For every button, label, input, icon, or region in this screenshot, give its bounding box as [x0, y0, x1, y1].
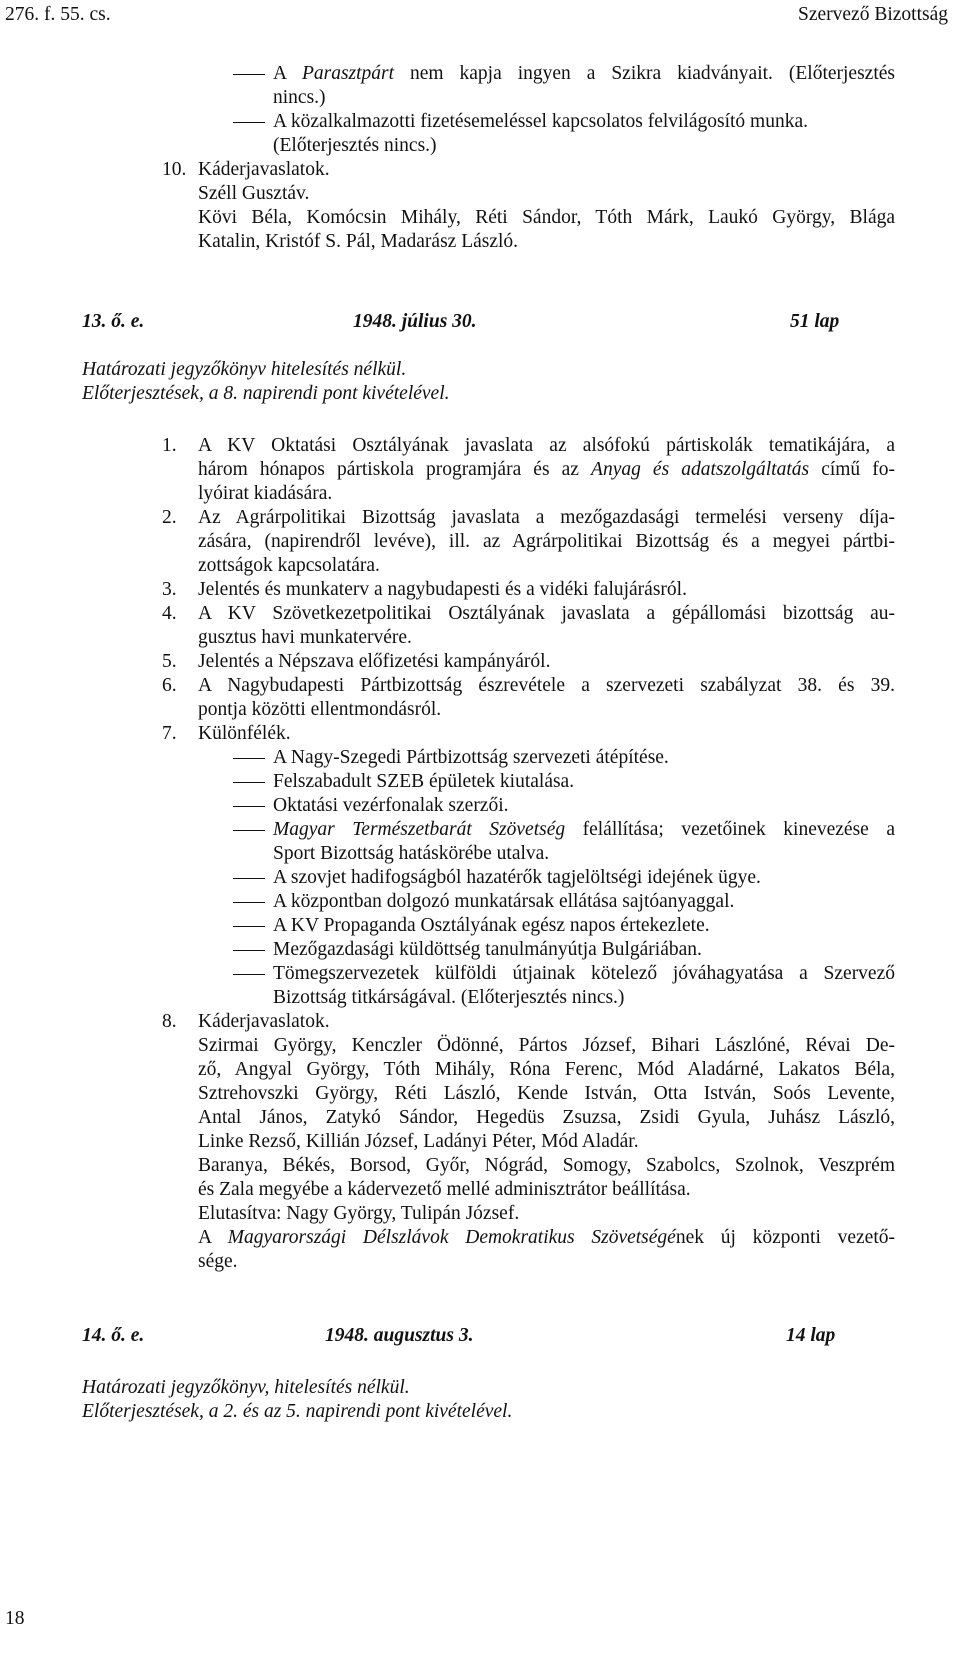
- list-item-cont: nincs.): [273, 87, 326, 108]
- running-header-right: Szervező Bizottság: [798, 4, 948, 25]
- italic-term: Anyag és adatszolgáltatás: [591, 459, 810, 480]
- item-text: Különfélék.: [198, 723, 291, 744]
- sub-item-cont: Bizottság titkárságával. (Előterjesztés nincs.): [273, 987, 625, 1008]
- dash-bullet: [233, 758, 265, 759]
- item-text: Az Agrárpolitikai Bizottság javaslata a mezőgazdasági termelési verseny díja-: [198, 507, 895, 528]
- item-text: A KV Szövetkezetpolitikai Osztályának javaslata a gépállomási bizottság au-: [198, 603, 895, 624]
- sub-item: A szovjet hadifogságból hazatérők tagjelöltségi idejének ügye.: [273, 867, 761, 888]
- session-note: Határozati jegyzőkönyv, hitelesítés nélkül.: [82, 1377, 410, 1398]
- session-pages: 51 lap: [790, 311, 840, 332]
- item-number: 2.: [162, 507, 177, 528]
- item-text: Széll Gusztáv.: [198, 183, 310, 204]
- dash-bullet: [233, 782, 265, 783]
- item-text: Szirmai György, Kenczler Ödönné, Pártos József, Bihari Lászlóné, Révai De-: [198, 1035, 895, 1056]
- sub-item: Oktatási vezérfonalak szerzői.: [273, 795, 509, 816]
- item-text: Antal János, Zatykó Sándor, Hegedüs Zsuzsa, Zsidi Gyula, Juhász László,: [198, 1107, 895, 1128]
- dash-bullet: [233, 830, 265, 831]
- dash-bullet: [233, 950, 265, 951]
- dash-bullet: [233, 926, 265, 927]
- italic-term: Parasztpárt: [301, 63, 395, 84]
- session-pages: 14 lap: [786, 1325, 836, 1346]
- item-text: és Zala megyébe a kádervezető mellé adminisztrátor beállítása.: [198, 1179, 691, 1200]
- item-text: zására, (napirendről levéve), ill. az Agrárpolitikai Bizottság és a megyei pártbi-: [198, 531, 895, 552]
- item-number: 5.: [162, 651, 177, 672]
- dash-bullet: [233, 902, 265, 903]
- item-title: Káderjavaslatok.: [198, 1011, 330, 1032]
- sub-item: Felszabadult SZEB épületek kiutalása.: [273, 771, 575, 792]
- item-number: 8.: [162, 1011, 177, 1032]
- session-date: 1948. július 30.: [353, 311, 477, 332]
- item-number: 4.: [162, 603, 177, 624]
- sub-item: A központban dolgozó munkatársak ellátása sajtóanyaggal.: [273, 891, 735, 912]
- item-text: A Nagybudapesti Pártbizottság észrevétele a szervezeti szabályzat 38. és 39.: [198, 675, 895, 696]
- sub-item: Magyar Természetbarát Szövetség felállítása; vezetőinek kinevezése a: [273, 819, 895, 840]
- session-id: 14. ő. e.: [82, 1325, 145, 1346]
- session-note: Határozati jegyzőkönyv hitelesítés nélkül.: [82, 359, 407, 380]
- session-note: Előterjesztések, a 8. napirendi pont kivételével.: [82, 383, 450, 404]
- page-number: 18: [5, 1608, 25, 1629]
- item-text: Jelentés és munkaterv a nagybudapesti és a vidéki falujárásról.: [198, 579, 687, 600]
- sub-item: Tömegszervezetek külföldi útjainak kötelező jóváhagyatása a Szervező: [273, 963, 895, 984]
- list-item: A közalkalmazotti fizetésemeléssel kapcsolatos felvilágosító munka.: [273, 111, 809, 132]
- item-text: Kövi Béla, Komócsin Mihály, Réti Sándor, Tóth Márk, Laukó György, Blága: [198, 207, 895, 228]
- sub-item: A Nagy-Szegedi Pártbizottság szervezeti átépítése.: [273, 747, 669, 768]
- item-text: A KV Oktatási Osztályának javaslata az alsófokú pártiskolák tematikájára, a: [198, 435, 895, 456]
- session-date: 1948. augusztus 3.: [325, 1325, 474, 1346]
- list-item: A Parasztpárt nem kapja ingyen a Szikra kiadványait. (Előterjesztés: [273, 63, 895, 84]
- item-text: zottságok kapcsolatára.: [198, 555, 380, 576]
- item-text: Jelentés a Népszava előfizetési kampányáról.: [198, 651, 551, 672]
- item-text: lyóirat kiadására.: [198, 483, 333, 504]
- item-text: gusztus havi munkatervére.: [198, 627, 412, 648]
- item-text: A Magyarországi Délszlávok Demokratikus Szövetségének új központi vezető-: [198, 1227, 895, 1248]
- item-text: Baranya, Békés, Borsod, Győr, Nógrád, Somogy, Szabolcs, Szolnok, Veszprém: [198, 1155, 895, 1176]
- dash-bullet: [233, 974, 265, 975]
- item-text: Sztrehovszki György, Réti László, Kende István, Otta István, Soós Levente,: [198, 1083, 895, 1104]
- session-note: Előterjesztések, a 2. és az 5. napirendi pont kivételével.: [82, 1401, 513, 1422]
- sub-item: Mezőgazdasági küldöttség tanulmányútja Bulgáriában.: [273, 939, 702, 960]
- item-text: Katalin, Kristóf S. Pál, Madarász László.: [198, 231, 519, 252]
- item-number: 7.: [162, 723, 177, 744]
- sub-item-cont: Sport Bizottság hatáskörébe utalva.: [273, 843, 550, 864]
- italic-term: Magyarországi Délszlávok Demokratikus Szövetségé: [227, 1227, 676, 1248]
- running-header-left: 276. f. 55. cs.: [5, 4, 111, 25]
- item-text: Elutasítva: Nagy György, Tulipán József.: [198, 1203, 520, 1224]
- dash-bullet: [233, 806, 265, 807]
- dash-bullet: [233, 74, 265, 75]
- item-number: 3.: [162, 579, 177, 600]
- dash-bullet: [233, 878, 265, 879]
- item-text: sége.: [198, 1251, 238, 1272]
- item-text: Linke Rezső, Killián József, Ladányi Péter, Mód Aladár.: [198, 1131, 639, 1152]
- session-id: 13. ő. e.: [82, 311, 145, 332]
- dash-bullet: [233, 122, 265, 123]
- item-number: 10.: [162, 159, 187, 180]
- item-number: 6.: [162, 675, 177, 696]
- item-title: Káderjavaslatok.: [198, 159, 330, 180]
- item-text: pontja közötti ellentmondásról.: [198, 699, 442, 720]
- italic-term: Magyar Természetbarát Szövetség: [273, 819, 566, 840]
- list-item-cont: (Előterjesztés nincs.): [273, 135, 437, 156]
- item-text: három hónapos pártiskola programjára és az Anyag és adatszolgáltatás című fo-: [198, 459, 895, 480]
- item-number: 1.: [162, 435, 177, 456]
- item-text: ző, Angyal György, Tóth Mihály, Róna Ferenc, Mód Aladárné, Lakatos Béla,: [198, 1059, 895, 1080]
- sub-item: A KV Propaganda Osztályának egész napos értekezlete.: [273, 915, 710, 936]
